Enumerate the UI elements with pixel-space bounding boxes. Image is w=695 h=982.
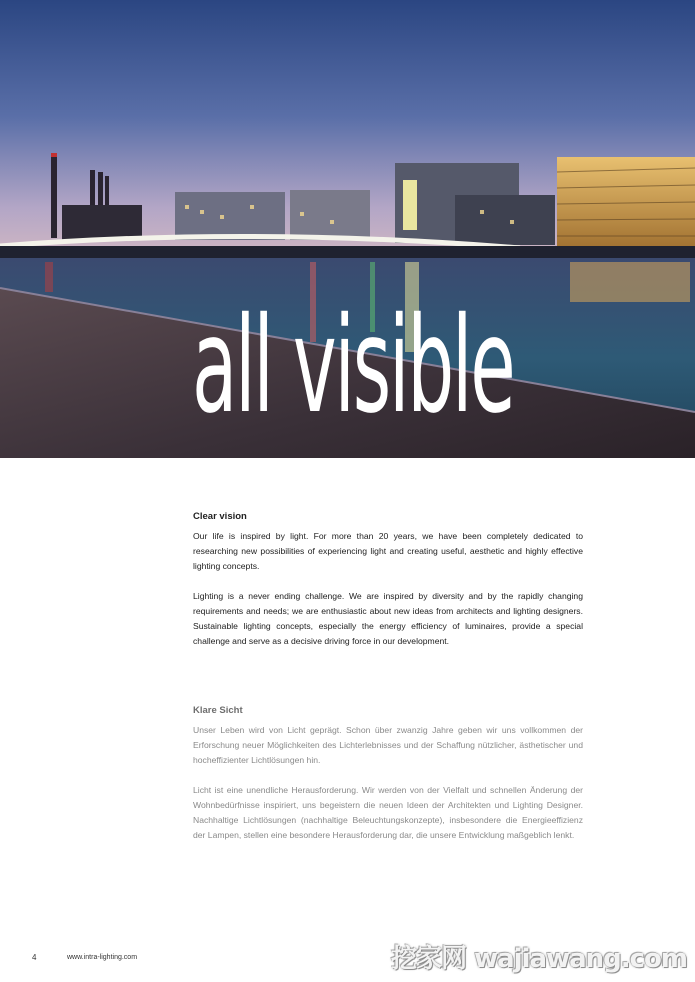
section-german xyxy=(193,705,583,858)
section-paragraph: Licht ist eine unendliche Herausforderung. Wir werden von der Vielfalt und schnellen Änderung der Wohnbedürfnisse inspiriert, uns begeistern die neuen Ideen der Architekten und Lighting Designer. Nachhaltige Lichtlösungen (nachhaltige Beleuchtungskonzepte), insbesondere die Energieeffizienz der Lampen, stellen eine besondere Herausforderung dar, die unsere Entwicklung maßgeblich lenkt. xyxy=(193,785,583,840)
section-english xyxy=(193,511,583,664)
page-number: 4 xyxy=(32,953,37,962)
section-heading: Klare Sicht xyxy=(193,705,243,716)
section-heading: Clear vision xyxy=(193,511,247,522)
hero-photo xyxy=(0,0,695,458)
section-paragraph: Lighting is a never ending challenge. We are inspired by diversity and by the rapidly changing requirements and needs; we are enthusiastic about new ideas from architects and lighting designers. Sustainable lighting concepts, especially the energy efficiency of luminaires, provide a special challenge and serve as a decisive driving force in our development. xyxy=(193,591,583,646)
website-url: www.intra-lighting.com xyxy=(67,954,138,961)
hero-title: all visible xyxy=(192,289,514,443)
section-paragraph: Our life is inspired by light. For more than 20 years, we have been completely dedicated to researching new possibilities of experiencing light and creating useful, aesthetic and highly effective lighting concepts. xyxy=(193,531,583,571)
watermark: 挖家网 wajiawang.com xyxy=(391,944,687,974)
section-paragraph: Unser Leben wird von Licht geprägt. Schon über zwanzig Jahre geben wir uns vollkommen der Erforschung neuer Möglichkeiten des Lichterlebnisses und der Schaffung nützlicher, ästhetischer und hocheffizienter Lichtlösungen hin. xyxy=(193,725,583,765)
